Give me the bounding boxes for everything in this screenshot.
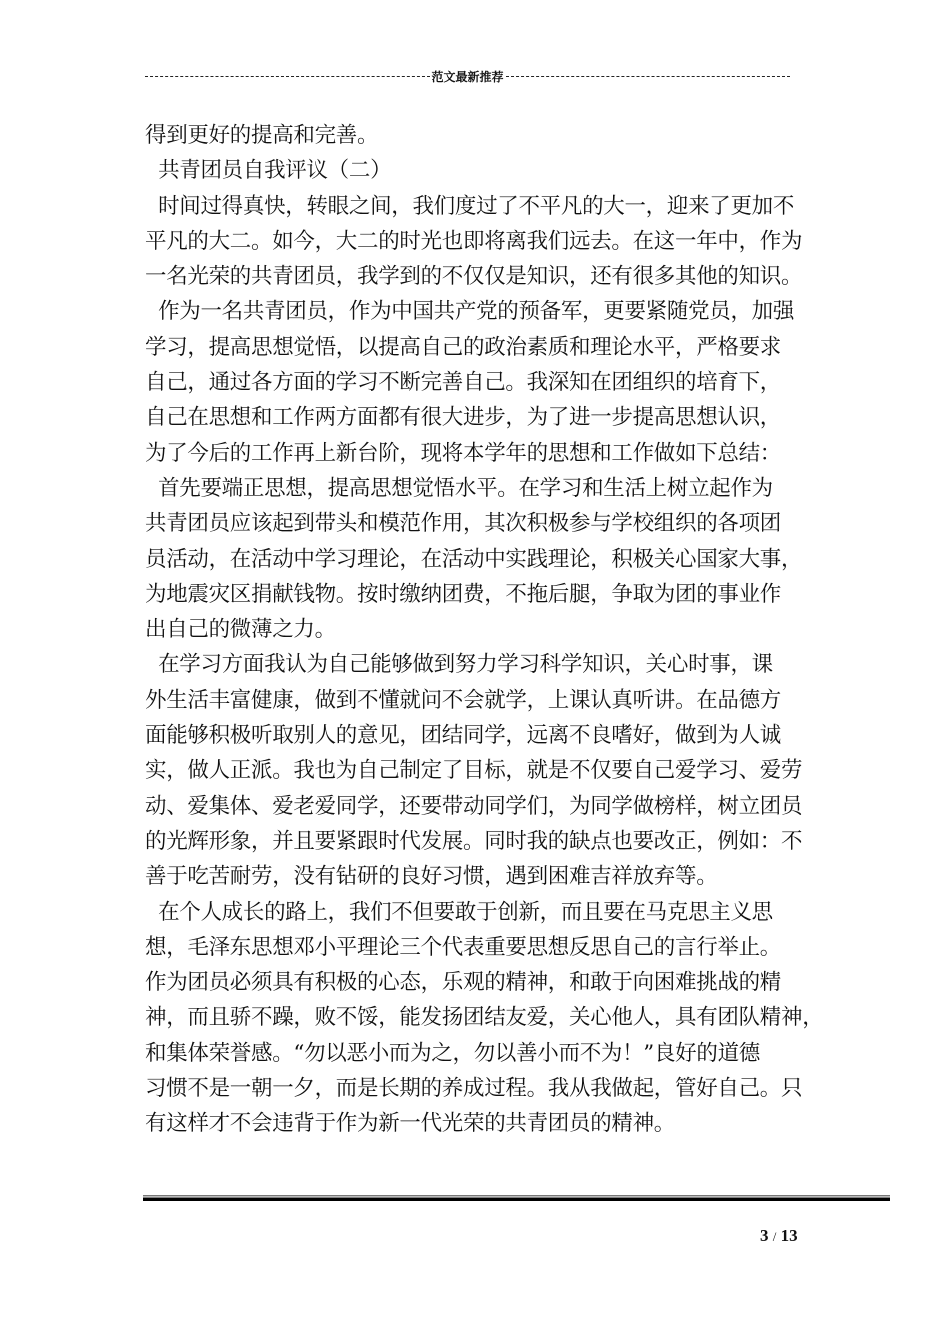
text-line: 实，做人正派。我也为自己制定了目标，就是不仅要自己爱学习、爱劳: [145, 758, 803, 784]
text-line: 和集体荣誉感。“勿以恶小而为之，勿以善小而不为！”良好的道德: [145, 1040, 760, 1066]
text-line: 的光辉形象，并且要紧跟时代发展。同时我的缺点也要改正，例如：不: [145, 828, 803, 854]
text-line: 为地震灾区捐献钱物。按时缴纳团费，不拖后腿，争取为团的事业作: [145, 581, 782, 607]
text-line: 员活动，在活动中学习理论，在活动中实践理论，积极关心国家大事，: [145, 546, 803, 572]
text-line: 首先要端正思想，提高思想觉悟水平。在学习和生活上树立起作为: [145, 475, 773, 501]
text-line: 学习，提高思想觉悟，以提高自己的政治素质和理论水平，严格要求: [145, 334, 782, 360]
text-line: 自己，通过各方面的学习不断完善自己。我深知在团组织的培育下，: [145, 370, 782, 396]
page-header: [145, 66, 790, 86]
current-page: 3: [760, 1226, 769, 1245]
text-line: 共青团员自我评议（二）: [145, 158, 392, 184]
text-line: 作为一名共青团员，作为中国共产党的预备军，更要紧随党员，加强: [145, 299, 795, 325]
text-line: 在学习方面我认为自己能够做到努力学习科学知识，关心时事，课: [145, 652, 773, 678]
header-dashes-right: [506, 76, 791, 77]
header-title: 范文最新推荐: [431, 69, 504, 84]
page-number: [760, 1226, 820, 1246]
text-line: 神，而且骄不躁，败不馁，能发扬团结友爱，关心他人，具有团队精神，: [145, 1005, 824, 1031]
text-line: 为了今后的工作再上新台阶，现将本学年的思想和工作做如下总结：: [145, 440, 782, 466]
footer-rule: [143, 1195, 890, 1201]
text-line: 自己在思想和工作两方面都有很大进步，为了进一步提高思想认识，: [145, 405, 782, 431]
document-body: [145, 118, 824, 1142]
text-line: 共青团员应该起到带头和模范作用，其次积极参与学校组织的各项团: [145, 511, 782, 537]
text-line: 善于吃苦耐劳，没有钻研的良好习惯，遇到困难吉祥放弃等。: [145, 864, 718, 890]
text-line: 习惯不是一朝一夕，而是长期的养成过程。我从我做起，管好自己。只: [145, 1076, 803, 1102]
text-line: 外生活丰富健康，做到不懂就问不会就学，上课认真听讲。在品德方: [145, 687, 782, 713]
text-line: 动、爱集体、爱老爱同学，还要带动同学们，为同学做榜样，树立团员: [145, 793, 803, 819]
text-line: 时间过得真快，转眼之间，我们度过了不平凡的大一，迎来了更加不: [145, 193, 795, 219]
text-line: 平凡的大二。如今，大二的时光也即将离我们远去。在这一年中，作为: [145, 228, 803, 254]
text-line: 面能够积极听取别人的意见，团结同学，远离不良嗜好，做到为人诚: [145, 723, 782, 749]
header-dashes-left: [145, 76, 430, 77]
text-line: 有这样才不会违背于作为新一代光荣的共青团员的精神。: [145, 1111, 676, 1137]
text-line: 一名光荣的共青团员，我学到的不仅仅是知识，还有很多其他的知识。: [145, 264, 803, 290]
text-line: 作为团员必须具有积极的心态，乐观的精神，和敢于向困难挑战的精: [145, 970, 782, 996]
text-line: 在个人成长的路上，我们不但要敢于创新，而且要在马克思主义思: [145, 899, 773, 925]
text-line: 出自己的微薄之力。: [145, 617, 336, 643]
text-line: 得到更好的提高和完善。: [145, 123, 379, 148]
total-pages: 13: [780, 1226, 798, 1245]
text-line: 想，毛泽东思想邓小平理论三个代表重要思想反思自己的言行举止。: [145, 934, 782, 960]
page-separator: /: [772, 1229, 777, 1244]
